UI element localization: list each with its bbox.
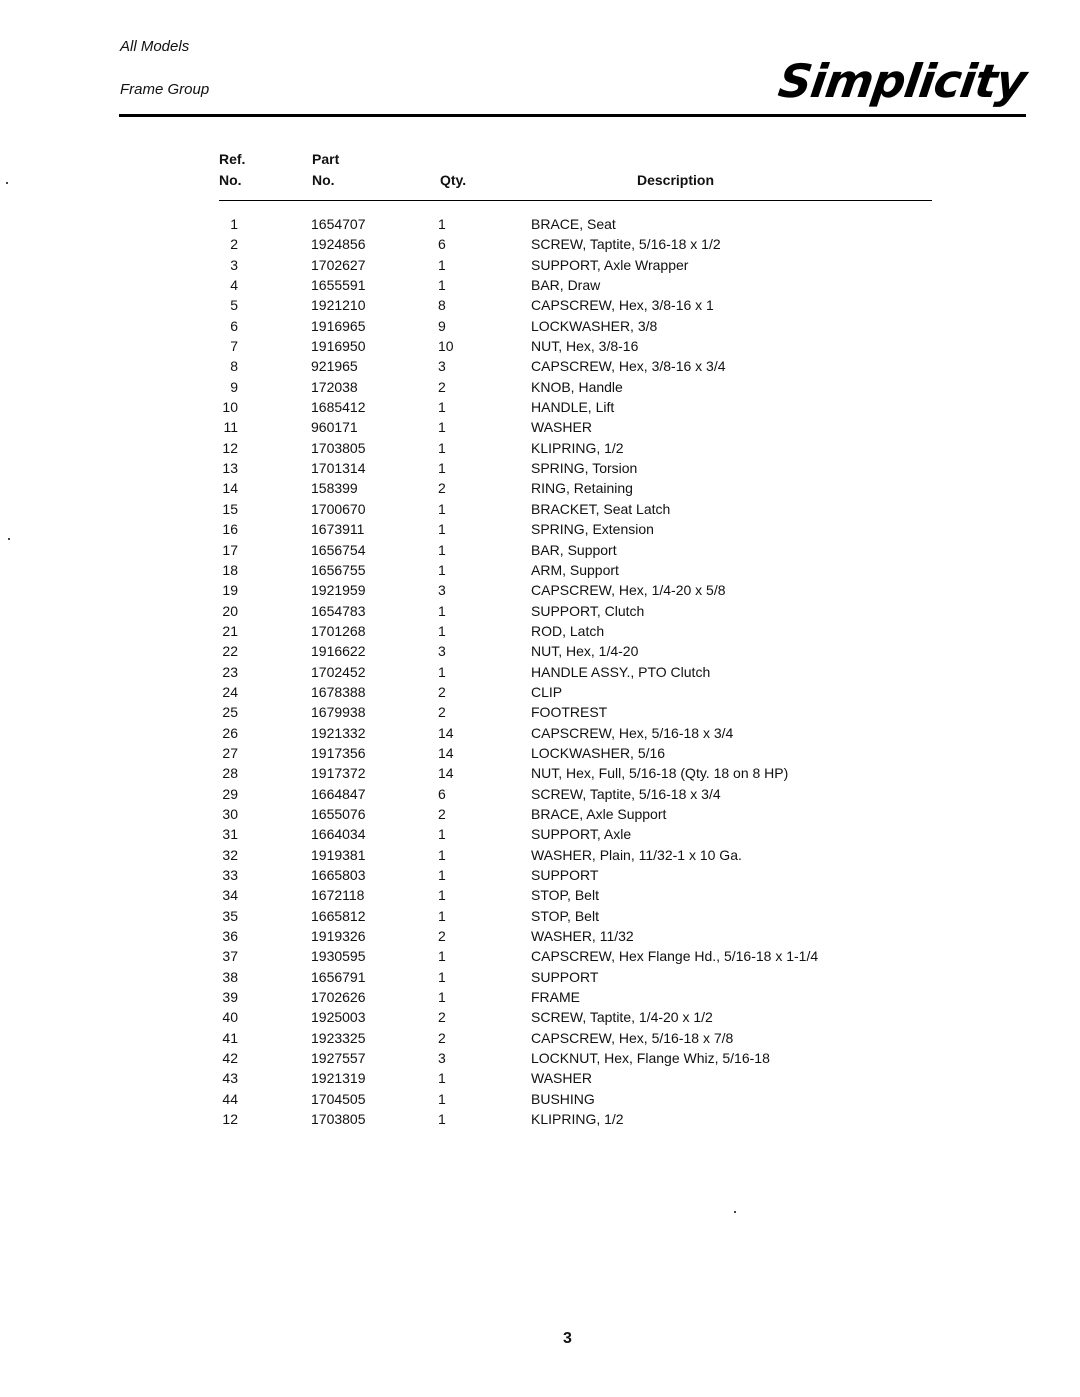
ref-number: 3 — [230, 256, 238, 273]
part-number: 1702626 — [311, 989, 366, 1006]
quantity: 1 — [438, 1090, 446, 1107]
part-number: 960171 — [311, 419, 358, 436]
ref-number: 37 — [222, 948, 238, 965]
table-row — [0, 214, 1080, 234]
table-row — [0, 824, 1080, 844]
table-row — [0, 1068, 1080, 1088]
ref-number: 33 — [222, 867, 238, 883]
description: LOCKWASHER, 5/16 — [531, 744, 666, 761]
description: ROD, Latch — [531, 622, 605, 639]
description: ARM, Support — [531, 561, 619, 578]
quantity: 10 — [438, 338, 454, 355]
ref-number: 6 — [230, 317, 238, 334]
column-header-divider — [219, 200, 932, 201]
quantity: 14 — [438, 765, 454, 782]
description: BAR, Draw — [531, 277, 601, 294]
scan-speck — [8, 538, 10, 540]
quantity: 1 — [438, 521, 446, 538]
part-number: 1656754 — [311, 541, 366, 558]
description: BRACE, Seat — [531, 216, 616, 232]
part-number: 1665812 — [311, 907, 366, 924]
quantity: 2 — [438, 704, 446, 721]
description: FOOTREST — [531, 704, 608, 721]
ref-number: 29 — [222, 785, 238, 802]
scan-speck — [734, 1211, 736, 1213]
description: NUT, Hex, Full, 5/16-18 (Qty. 18 on 8 HP) — [531, 765, 789, 782]
part-number: 1664847 — [311, 785, 366, 802]
col-header-description: Description — [637, 172, 715, 188]
part-number: 1924856 — [311, 236, 366, 253]
quantity: 1 — [438, 439, 446, 456]
table-row — [0, 804, 1080, 824]
table-row — [0, 234, 1080, 254]
description: LOCKNUT, Hex, Flange Whiz, 5/16-18 — [531, 1050, 770, 1067]
col-header-qty: Qty. — [440, 172, 467, 188]
description: WASHER — [531, 419, 592, 436]
quantity: 1 — [438, 1111, 446, 1128]
table-row — [0, 601, 1080, 621]
description: WASHER, 11/32 — [531, 928, 634, 945]
ref-number: 41 — [222, 1029, 238, 1046]
description: NUT, Hex, 1/4-20 — [531, 643, 639, 660]
quantity: 3 — [438, 582, 446, 599]
ref-number: 16 — [222, 521, 238, 538]
col-header-ref-no: No. — [219, 172, 242, 188]
table-row — [0, 967, 1080, 987]
page-number: 3 — [563, 1330, 572, 1347]
part-number: 1685412 — [311, 399, 366, 416]
quantity: 9 — [438, 317, 446, 334]
part-number: 1921959 — [311, 582, 366, 599]
part-number: 1919381 — [311, 846, 366, 863]
part-number: 1700670 — [311, 500, 366, 517]
description: WASHER — [531, 1070, 592, 1087]
quantity: 1 — [438, 602, 446, 619]
table-row — [0, 621, 1080, 641]
part-number: 1927557 — [311, 1050, 366, 1067]
ref-number: 31 — [222, 826, 238, 843]
part-number: 1923325 — [311, 1029, 366, 1046]
table-row — [0, 702, 1080, 722]
table-row — [0, 845, 1080, 865]
table-row — [0, 356, 1080, 376]
part-number: 1916965 — [311, 317, 366, 334]
part-number: 1925003 — [311, 1009, 366, 1026]
table-row — [0, 417, 1080, 437]
quantity: 2 — [438, 683, 446, 700]
quantity: 3 — [438, 358, 446, 375]
table-row — [0, 662, 1080, 682]
ref-number: 19 — [222, 582, 238, 599]
ref-number: 40 — [222, 1009, 238, 1026]
header-divider — [119, 114, 1026, 117]
table-row — [0, 438, 1080, 458]
ref-number: 2 — [230, 236, 238, 253]
quantity: 1 — [438, 399, 446, 416]
description: BRACKET, Seat Latch — [531, 500, 671, 517]
table-row — [0, 540, 1080, 560]
quantity: 1 — [438, 826, 446, 843]
table-row — [0, 560, 1080, 580]
ref-number: 20 — [222, 602, 238, 619]
quantity: 1 — [438, 500, 446, 517]
description: SCREW, Taptite, 1/4-20 x 1/2 — [531, 1009, 713, 1026]
description: NUT, Hex, 3/8-16 — [531, 338, 639, 355]
description: CAPSCREW, Hex, 3/8-16 x 3/4 — [531, 358, 726, 375]
table-row — [0, 255, 1080, 275]
part-number: 1655591 — [311, 277, 366, 294]
part-number: 1701314 — [311, 460, 366, 477]
table-row — [0, 580, 1080, 600]
ref-number: 12 — [222, 1111, 238, 1128]
part-number: 1679938 — [311, 704, 366, 721]
parts-list — [0, 214, 1080, 1129]
ref-number: 5 — [230, 297, 238, 314]
table-row — [0, 743, 1080, 763]
part-number: 1921332 — [311, 724, 366, 741]
quantity: 14 — [438, 724, 454, 741]
col-header-part-no: No. — [312, 172, 335, 188]
ref-number: 26 — [222, 724, 238, 741]
table-row — [0, 275, 1080, 295]
part-number: 1673911 — [311, 521, 365, 538]
quantity: 1 — [438, 622, 446, 639]
part-number: 1921319 — [311, 1070, 366, 1087]
description: BRACE, Axle Support — [531, 805, 667, 822]
description: SUPPORT, Clutch — [531, 602, 645, 619]
table-row — [0, 641, 1080, 661]
description: RING, Retaining — [531, 480, 633, 497]
part-number: 1917372 — [311, 765, 366, 782]
ref-number: 24 — [222, 683, 238, 700]
ref-number: 43 — [222, 1070, 238, 1087]
table-row — [0, 377, 1080, 397]
col-header-ref: Ref. — [219, 151, 246, 167]
part-number: 1672118 — [311, 887, 365, 904]
description: CAPSCREW, Hex, 5/16-18 x 3/4 — [531, 724, 734, 741]
table-row — [0, 295, 1080, 315]
scan-speck — [6, 182, 8, 184]
ref-number: 22 — [222, 643, 238, 660]
description: SUPPORT — [531, 968, 599, 985]
quantity: 1 — [438, 460, 446, 477]
table-row — [0, 682, 1080, 702]
table-row — [0, 1048, 1080, 1068]
ref-number: 14 — [222, 480, 238, 497]
ref-number: 35 — [222, 907, 238, 924]
quantity: 3 — [438, 1050, 446, 1067]
quantity: 1 — [438, 846, 446, 863]
ref-number: 12 — [222, 439, 238, 456]
quantity: 1 — [438, 256, 446, 273]
description: HANDLE, Lift — [531, 399, 615, 416]
quantity: 6 — [438, 785, 446, 802]
description: STOP, Belt — [531, 907, 599, 924]
part-number: 1654783 — [311, 602, 366, 619]
quantity: 1 — [438, 907, 446, 924]
ref-number: 13 — [222, 460, 238, 477]
ref-number: 39 — [222, 989, 238, 1006]
quantity: 6 — [438, 236, 446, 253]
table-row — [0, 1028, 1080, 1048]
part-number: 1656755 — [311, 561, 366, 578]
quantity: 1 — [438, 663, 446, 680]
ref-number: 15 — [222, 500, 238, 517]
description: CAPSCREW, Hex, 1/4-20 x 5/8 — [531, 582, 726, 599]
table-row — [0, 865, 1080, 885]
table-row — [0, 458, 1080, 478]
ref-number: 23 — [222, 663, 238, 680]
table-row — [0, 784, 1080, 804]
table-row — [0, 397, 1080, 417]
part-number: 1654707 — [311, 216, 366, 232]
table-row — [0, 1109, 1080, 1129]
part-number: 1664034 — [311, 826, 366, 843]
models-label: All Models — [120, 38, 190, 55]
part-number: 1702627 — [311, 256, 366, 273]
description: STOP, Belt — [531, 887, 599, 904]
ref-number: 7 — [230, 338, 238, 355]
quantity: 2 — [438, 378, 446, 395]
part-number: 1916622 — [311, 643, 366, 660]
quantity: 2 — [438, 1029, 446, 1046]
description: LOCKWASHER, 3/8 — [531, 317, 658, 334]
description: CAPSCREW, Hex, 3/8-16 x 1 — [531, 297, 714, 314]
quantity: 2 — [438, 928, 446, 945]
ref-number: 25 — [222, 704, 238, 721]
ref-number: 11 — [223, 419, 238, 436]
ref-number: 36 — [222, 928, 238, 945]
description: SPRING, Extension — [531, 521, 654, 538]
quantity: 2 — [438, 805, 446, 822]
ref-number: 9 — [230, 378, 238, 395]
part-number: 1703805 — [311, 1111, 366, 1128]
description: CAPSCREW, Hex Flange Hd., 5/16-18 x 1-1/4 — [531, 948, 819, 965]
table-row — [0, 885, 1080, 905]
table-row — [0, 906, 1080, 926]
table-row — [0, 519, 1080, 539]
table-row — [0, 987, 1080, 1007]
description: SUPPORT, Axle — [531, 826, 632, 843]
brand-logo: Simplicity — [774, 54, 1029, 108]
part-number: 1917356 — [311, 744, 366, 761]
part-number: 1930595 — [311, 948, 366, 965]
description: BUSHING — [531, 1090, 595, 1107]
ref-number: 18 — [222, 561, 238, 578]
ref-number: 8 — [230, 358, 238, 375]
quantity: 2 — [438, 1009, 446, 1026]
quantity: 1 — [438, 216, 446, 232]
quantity: 3 — [438, 643, 446, 660]
part-number: 1921210 — [311, 297, 366, 314]
table-row — [0, 723, 1080, 743]
part-number: 1656791 — [311, 968, 366, 985]
description: KLIPRING, 1/2 — [531, 439, 624, 456]
table-row — [0, 316, 1080, 336]
quantity: 1 — [438, 277, 446, 294]
ref-number: 32 — [222, 846, 238, 863]
table-row — [0, 926, 1080, 946]
quantity: 2 — [438, 480, 446, 497]
quantity: 1 — [438, 541, 446, 558]
description: SCREW, Taptite, 5/16-18 x 1/2 — [531, 236, 721, 253]
quantity: 1 — [438, 1070, 446, 1087]
part-number: 1919326 — [311, 928, 366, 945]
description: KLIPRING, 1/2 — [531, 1111, 624, 1128]
description: SUPPORT — [531, 867, 599, 883]
table-row — [0, 946, 1080, 966]
ref-number: 44 — [222, 1090, 238, 1107]
description: FRAME — [531, 989, 580, 1006]
ref-number: 21 — [222, 622, 238, 639]
table-row — [0, 1089, 1080, 1109]
part-number: 1703805 — [311, 439, 366, 456]
description: SPRING, Torsion — [531, 460, 638, 477]
ref-number: 10 — [222, 399, 238, 416]
part-number: 1916950 — [311, 338, 366, 355]
part-number: 158399 — [311, 480, 358, 497]
quantity: 1 — [438, 989, 446, 1006]
ref-number: 30 — [222, 805, 238, 822]
table-row — [0, 499, 1080, 519]
description: SCREW, Taptite, 5/16-18 x 3/4 — [531, 785, 721, 802]
quantity: 1 — [438, 968, 446, 985]
ref-number: 17 — [222, 541, 238, 558]
col-header-part: Part — [312, 151, 340, 167]
description: HANDLE ASSY., PTO Clutch — [531, 663, 711, 680]
part-number: 1665803 — [311, 867, 366, 883]
table-row — [0, 1007, 1080, 1027]
part-number: 1702452 — [311, 663, 366, 680]
description: SUPPORT, Axle Wrapper — [531, 256, 689, 273]
table-row — [0, 336, 1080, 356]
quantity: 1 — [438, 419, 446, 436]
description: KNOB, Handle — [531, 378, 623, 395]
ref-number: 38 — [222, 968, 238, 985]
quantity: 1 — [438, 561, 446, 578]
part-number: 921965 — [311, 358, 358, 375]
quantity: 8 — [438, 297, 446, 314]
ref-number: 4 — [230, 277, 238, 294]
quantity: 14 — [438, 744, 454, 761]
table-row — [0, 478, 1080, 498]
ref-number: 27 — [222, 744, 238, 761]
group-title: Frame Group — [120, 81, 210, 98]
ref-number: 34 — [222, 887, 238, 904]
part-number: 1655076 — [311, 805, 366, 822]
description: BAR, Support — [531, 541, 617, 558]
part-number: 1678388 — [311, 683, 366, 700]
quantity: 1 — [438, 887, 446, 904]
ref-number: 28 — [222, 765, 238, 782]
description: CAPSCREW, Hex, 5/16-18 x 7/8 — [531, 1029, 734, 1046]
part-number: 172038 — [311, 378, 358, 395]
part-number: 1704505 — [311, 1090, 366, 1107]
description: WASHER, Plain, 11/32-1 x 10 Ga. — [531, 846, 742, 863]
table-row — [0, 763, 1080, 783]
ref-number: 1 — [230, 216, 238, 232]
description: CLIP — [531, 683, 563, 700]
quantity: 1 — [438, 948, 446, 965]
part-number: 1701268 — [311, 622, 366, 639]
quantity: 1 — [438, 867, 446, 883]
ref-number: 42 — [222, 1050, 238, 1067]
